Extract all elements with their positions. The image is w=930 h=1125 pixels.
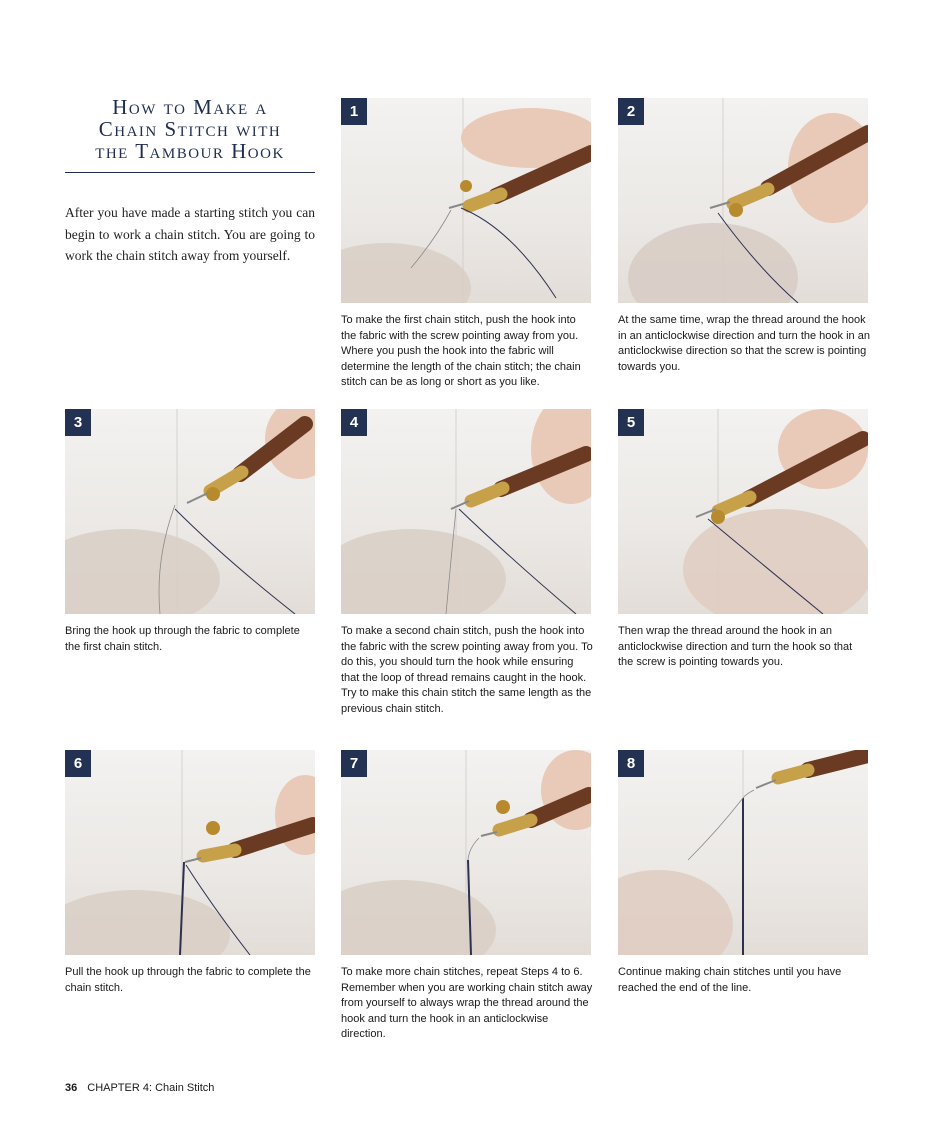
- tambour-hook-photo: [341, 409, 591, 614]
- step-2: [618, 98, 868, 375]
- step-caption: To make more chain stitches, repeat Steps 4 to 6. Remember when you are working chain stitch away from yourself to always wrap the thread around the hook and turn the hook in an anticlockwise direction.: [341, 966, 593, 1040]
- chapter-label: CHAPTER 4: Chain Stitch: [87, 1082, 215, 1094]
- intro-paragraph: After you have made a starting stitch you can begin to work a chain stitch. You are going to work the chain stitch away from yourself.: [65, 205, 315, 263]
- step-caption: Pull the hook up through the fabric to complete the chain stitch.: [65, 966, 311, 994]
- step-1: [341, 98, 591, 391]
- step-photo: [65, 409, 315, 614]
- step-6: [65, 750, 315, 996]
- step-caption: Then wrap the thread around the hook in an anticlockwise direction and turn the hook so that the screw is pointing towards you.: [618, 625, 853, 668]
- step-caption: To make the first chain stitch, push the hook into the fabric with the screw pointing away from you. Where you push the hook into the fabric will determine the length of the chain stitch; the chain stitch can be as long or short as you like.: [341, 314, 581, 388]
- tambour-hook-photo: [618, 409, 868, 614]
- tambour-hook-photo: [618, 98, 868, 303]
- step-caption: Continue making chain stitches until you have reached the end of the line.: [618, 966, 842, 994]
- step-7: [341, 750, 591, 1043]
- title-line-1: How to Make a: [112, 95, 268, 119]
- step-number-badge: 5: [618, 409, 644, 436]
- step-number-badge: 6: [65, 750, 91, 777]
- tambour-hook-photo: [65, 750, 315, 955]
- step-caption: To make a second chain stitch, push the hook into the fabric with the screw pointing away from you. To do this, you should turn the hook while ensuring that the loop of thread remains caught in the hook. Try to make this chain stitch the same length as the previous chain stitch.: [341, 625, 593, 715]
- step-photo: [341, 750, 591, 955]
- step-caption: Bring the hook up through the fabric to complete the first chain stitch.: [65, 625, 300, 653]
- tambour-hook-photo: [341, 98, 591, 303]
- step-photo: [618, 750, 868, 955]
- page-number: 36: [65, 1082, 78, 1094]
- title-divider: [65, 172, 315, 173]
- step-photo: [65, 750, 315, 955]
- step-3: [65, 409, 315, 655]
- step-number-badge: 4: [341, 409, 367, 436]
- title-line-2: Chain Stitch with: [98, 117, 282, 141]
- tambour-hook-photo: [618, 750, 868, 955]
- title-line-3: the Tambour Hook: [95, 139, 285, 163]
- step-number-badge: 3: [65, 409, 91, 436]
- step-caption: At the same time, wrap the thread around the hook in an anticlockwise direction and turn the hook in an anticlockwise direction so that the screw is pointing towards you.: [618, 314, 870, 373]
- step-photo: [341, 409, 591, 614]
- step-photo: [341, 98, 591, 303]
- step-number-badge: 1: [341, 98, 367, 125]
- step-8: [618, 750, 868, 996]
- step-5: [618, 409, 868, 671]
- step-number-badge: 8: [618, 750, 644, 777]
- step-photo: [618, 98, 868, 303]
- step-number-badge: 2: [618, 98, 644, 125]
- page-footer: [65, 1082, 214, 1094]
- page-title: [65, 96, 315, 162]
- step-4: [341, 409, 591, 717]
- step-photo: [618, 409, 868, 614]
- tambour-hook-photo: [65, 409, 315, 614]
- step-number-badge: 7: [341, 750, 367, 777]
- tambour-hook-photo: [341, 750, 591, 955]
